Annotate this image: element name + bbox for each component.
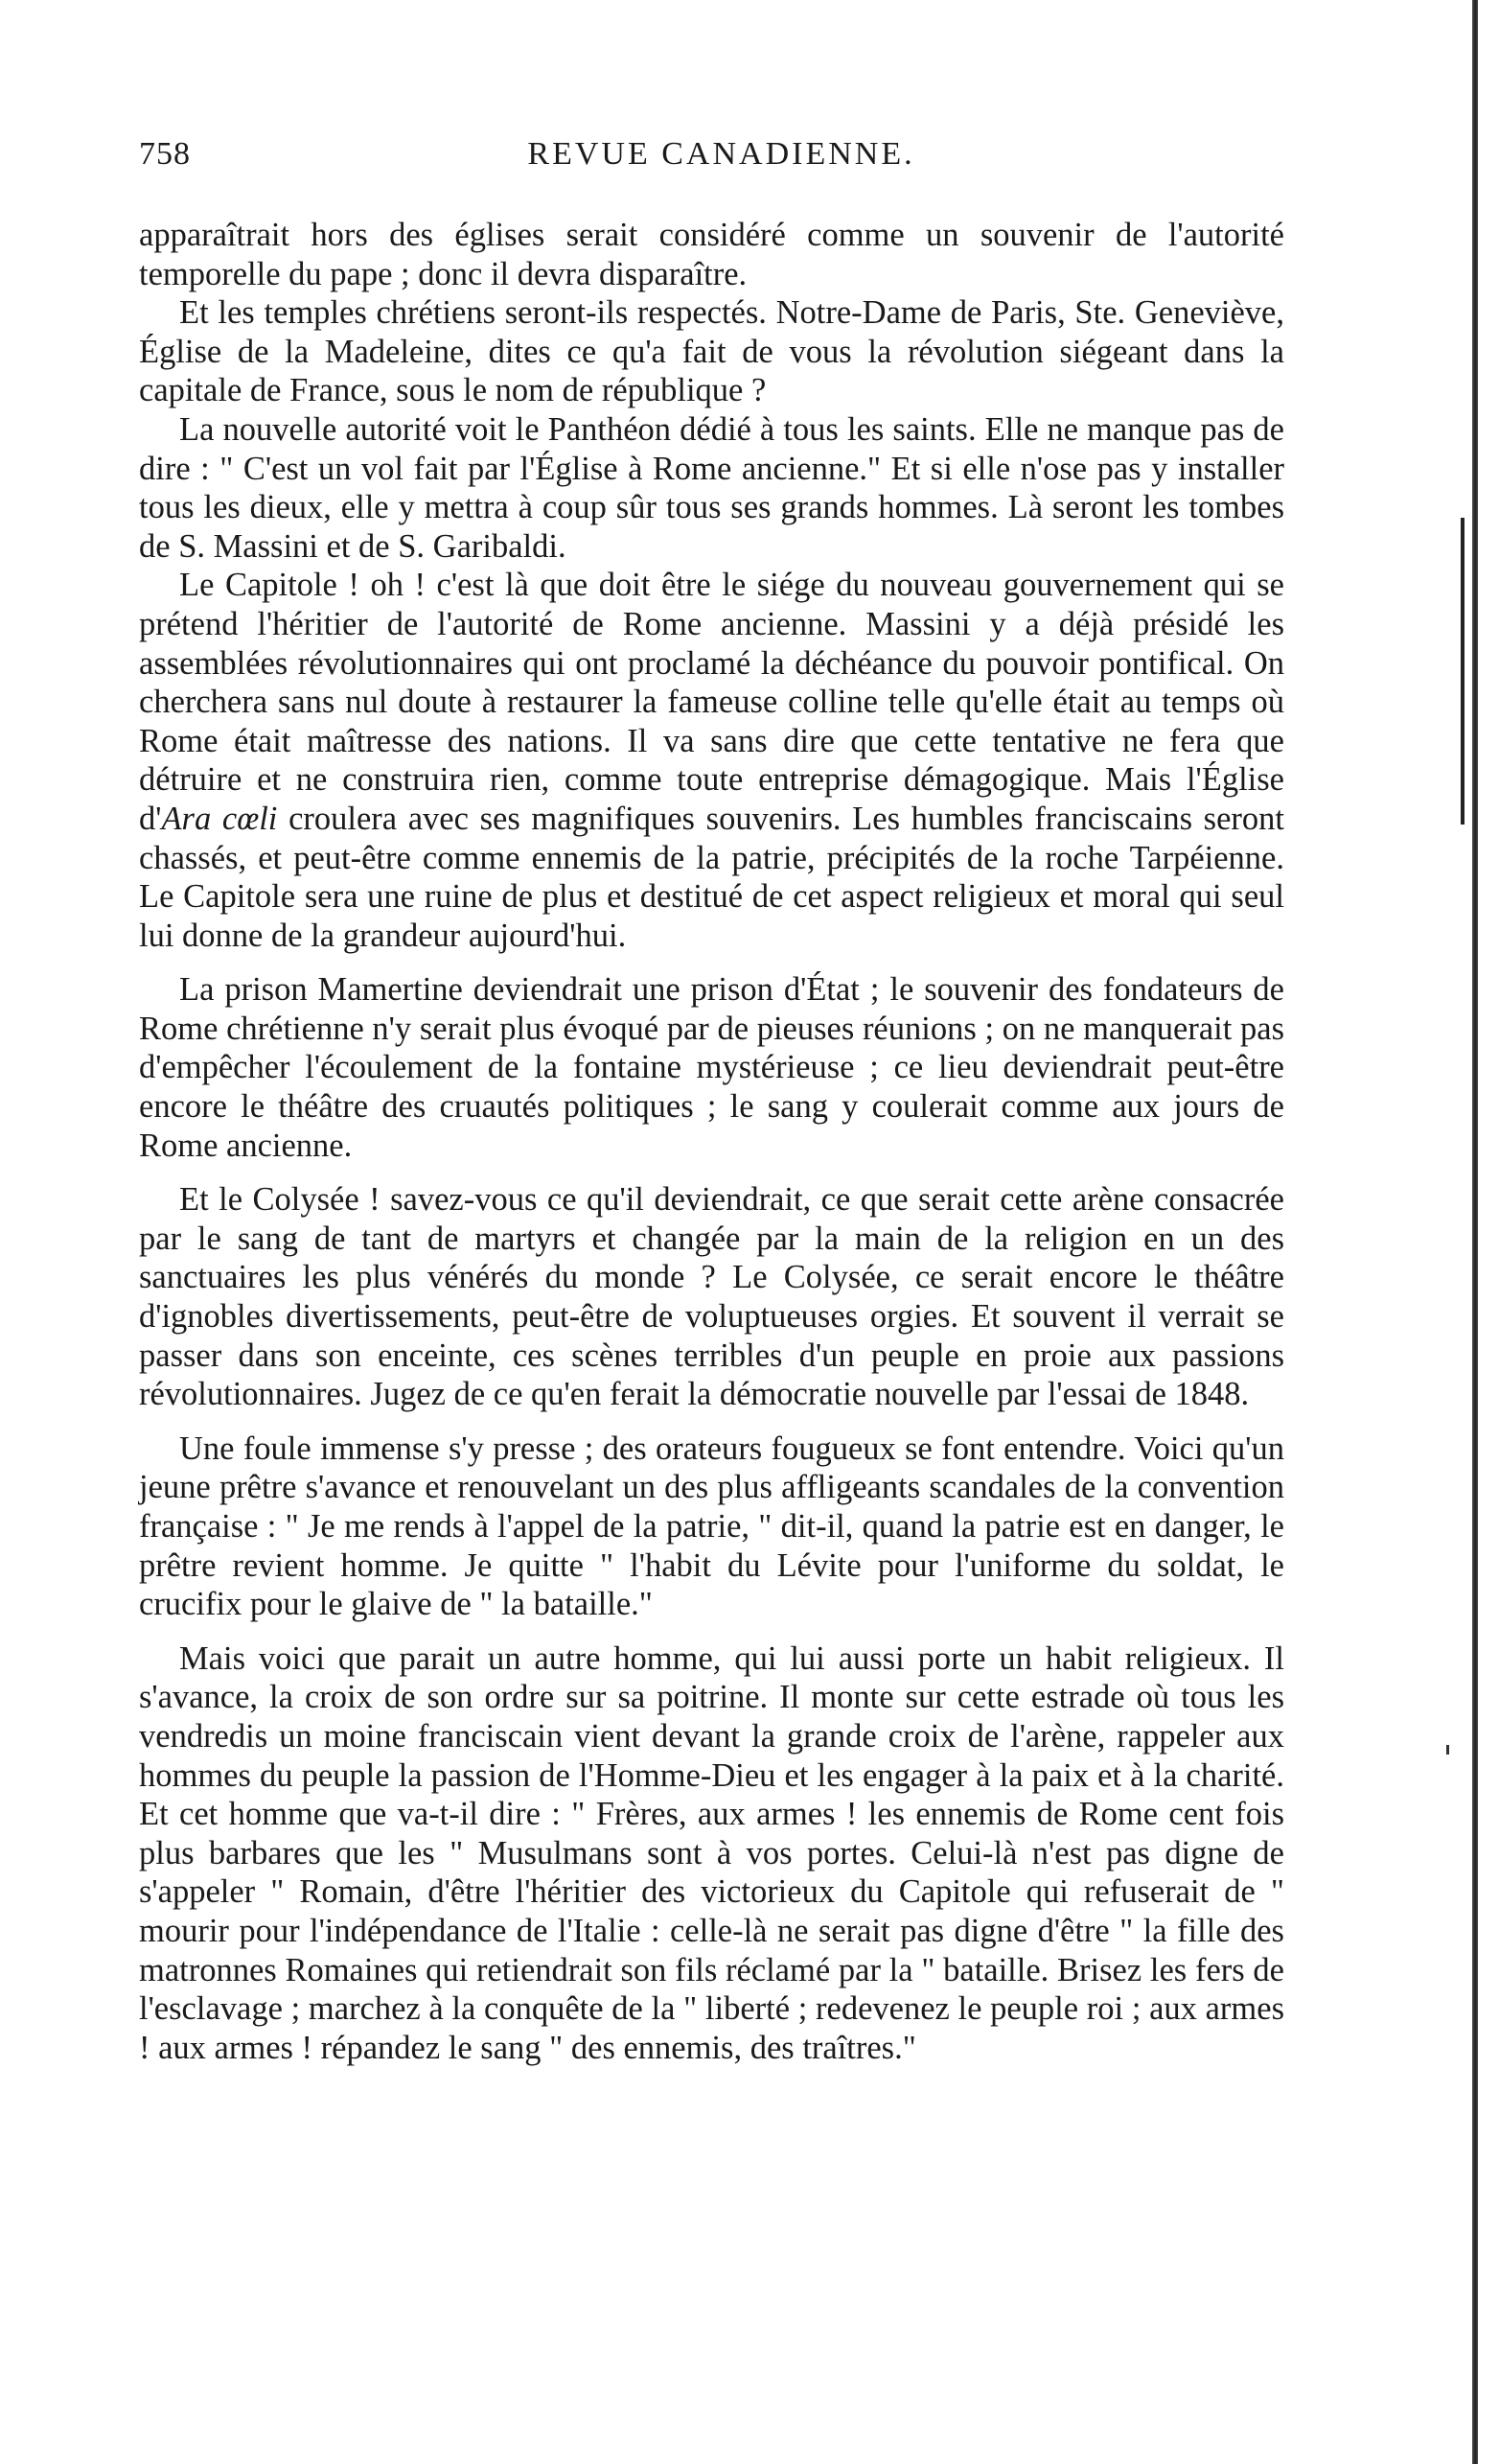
paragraph-4 [139,566,1284,955]
scan-speck [1446,1745,1449,1755]
scan-edge-shadow [1472,0,1478,2464]
page-header [139,136,1284,184]
running-title: REVUE CANADIENNE. [527,136,915,172]
paragraph-6: Et le Colysée ! savez-vous ce qu'il deviendrait, ce que serait cette arène consacrée par le sang de tant de martyrs et changée par la main de la religion en un des sanctuaires les plus vénérés du monde ? Le Colysée, ce serait encore le théâtre d'ignobles divertissements, peut-être de voluptueuses orgies. Et souvent il verrait se passer dans son enceinte, ces scènes terribles d'un peuple en proie aux passions révolutionnaires. Jugez de ce qu'en ferait la démocratie nouvelle par l'essai de 1848. [139,1181,1284,1413]
paragraph-4-head: Le Capitole ! oh ! c'est là que doit être le siége du nouveau gouvernement qui se prétend l'héritier de l'autorité de Rome ancienne. Massini y a déjà présidé les assemblées révolutionnaires qui ont proclamé la déchéance du pouvoir pontifical. On cherchera sans nul doute à restaurer la fameuse colline telle qu'elle était au temps où Rome était maîtresse des nations. Il va sans dire que cette tentative ne fera que détruire et ne construira rien, comme toute entreprise démagogique. Mais l'Église d' [139,567,1284,837]
paragraph-4-tail: croulera avec ses magnifiques souvenirs. Les humbles franciscains seront chassés, et peut-être comme ennemis de la patrie, précipités de la roche Tarpéienne. Le Capitole sera une ruine de plus et destitué de cet aspect religieux et moral qui seul lui donne de la grandeur aujourd'hui. [139,800,1284,954]
page-number: 758 [139,136,191,172]
ara-coeli-italic: Ara cœli [161,800,278,837]
paragraph-5: La prison Mamertine deviendrait une prison d'État ; le souvenir des fondateurs de Rome chrétienne n'y serait plus évoqué par de pieuses réunions ; on ne manquerait pas d'empêcher l'écoulement de la fontaine mystérieuse ; ce lieu deviendrait peut-être encore le théâtre des cruautés politiques ; le sang y coulerait comme aux jours de Rome ancienne. [139,971,1284,1164]
paragraph-8: Mais voici que parait un autre homme, qui lui aussi porte un habit religieux. Il s'avance, la croix de son ordre sur sa poitrine. Il monte sur cette estrade où tous les vendredis un moine franciscain vient devant la grande croix de l'arène, rappeler aux hommes du peuple la passion de l'Homme-Dieu et les engager à la paix et à la charité. Et cet homme que va-t-il dire : " Frères, aux armes ! les ennemis de Rome cent fois plus barbares que les " Musulmans sont à vos portes. Celui-là n'est pas digne de s'appeler " Romain, d'être l'héritier des victorieux du Capitole qui refuserait de " mourir pour l'indépendance de l'Italie : celle-là ne serait pas digne d'être " la fille des matronnes Romaines qui retiendrait son fils réclamé par la " bataille. Brisez les fers de l'esclavage ; marchez à la conquête de la " liberté ; redevenez le peuple roi ; aux armes ! aux armes ! répandez le sang " des ennemis, des traîtres." [139,1639,1284,2066]
paragraph-3: La nouvelle autorité voit le Panthéon dédié à tous les saints. Elle ne manque pas de dire : " C'est un vol fait par l'Église à Rome ancienne." Et si elle n'ose pas y installer tous les dieux, elle y mettra à coup sûr tous ses grands hommes. Là seront les tombes de S. Massini et de S. Garibaldi. [139,410,1284,565]
paragraph-1: apparaîtrait hors des églises serait considéré comme un souvenir de l'autorité temporelle du pape ; donc il devra disparaître. [139,217,1284,292]
article-body [139,216,1284,2067]
paragraph-2: Et les temples chrétiens seront-ils respectés. Notre-Dame de Paris, Ste. Geneviève, Église de la Madeleine, dites ce qu'a fait de vous la révolution siégeant dans la capitale de France, sous le nom de république ? [139,294,1284,409]
paragraph-7: Une foule immense s'y presse ; des orateurs fougueux se font entendre. Voici qu'un jeune prêtre s'avance et renouvelant un des plus affligeants scandales de la convention française : " Je me rends à l'appel de la patrie, " dit-il, quand la patrie est en danger, le prêtre revient homme. Je quitte " l'habit du Lévite pour l'uniforme du soldat, le crucifix pour le glaive de " la bataille." [139,1430,1284,1623]
scan-edge-mark [1461,518,1464,825]
